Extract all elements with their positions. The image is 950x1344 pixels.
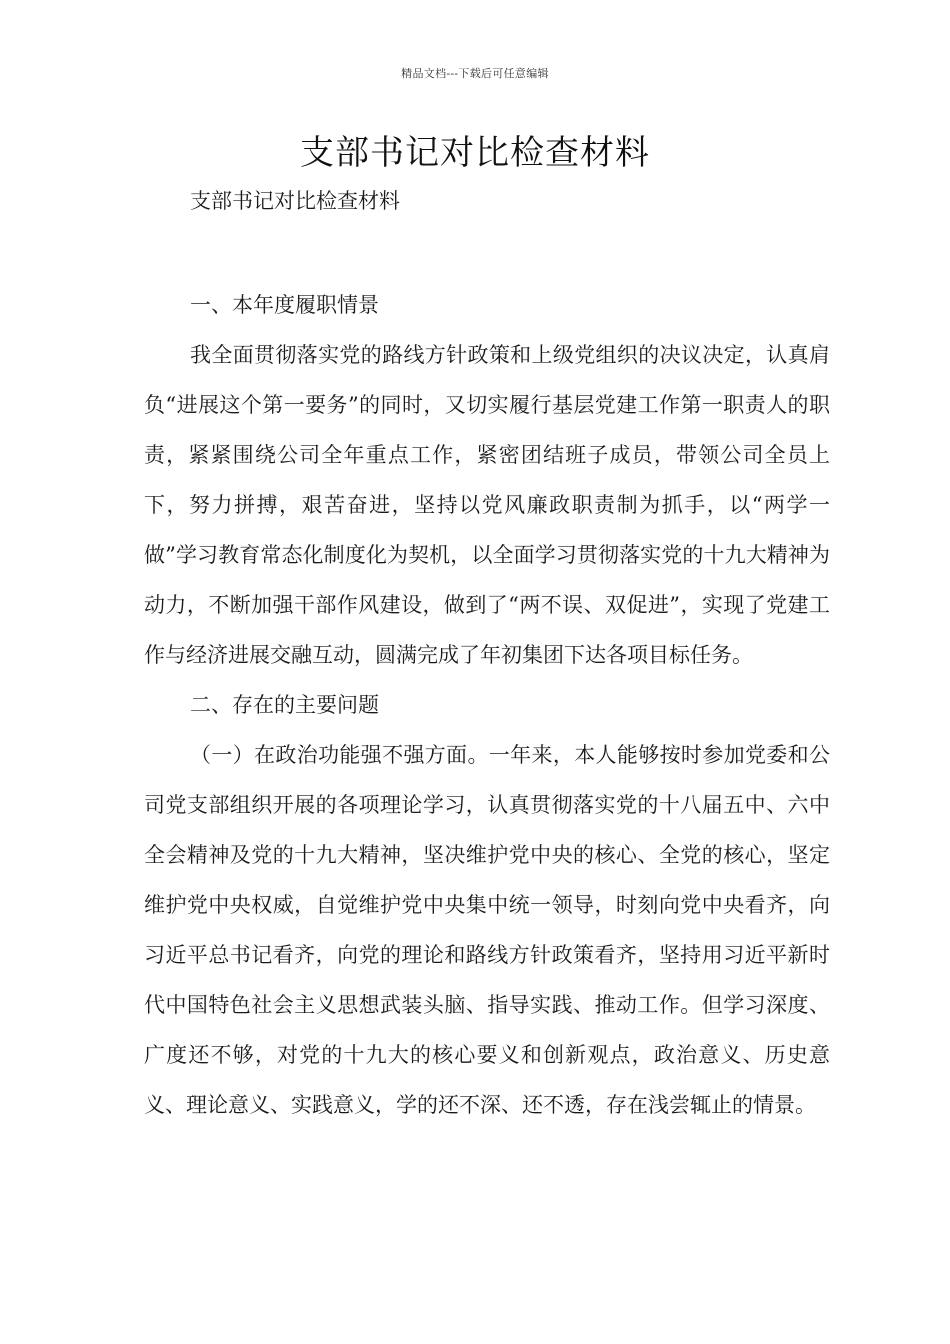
header-note: 精品文档---下载后可任意编辑 bbox=[401, 67, 549, 80]
body-paragraph-1: 我全面贯彻落实党的路线方针政策和上级党组织的决议决定，认真肩负“进展这个第一要务”的同时，又切实履行基层党建工作第一职责人的职责，紧紧围绕公司全年重点工作，紧密团结班子成员，带领公司全员上下，努力拼搏，艰苦奋进，坚持以党风廉政职责制为抓手，以“两学一做”学习教育常态化制度化为契机，以全面学习贯彻落实党的十九大精神为动力，不断加强干部作风建设，做到了“两不误、双促进”，实现了党建工作与经济进展交融互动，圆满完成了年初集团下达各项目标任务。 bbox=[144, 343, 830, 667]
section-heading-2: 二、存在的主要问题 bbox=[190, 693, 379, 717]
document-body bbox=[144, 280, 830, 1130]
section-heading-1: 一、本年度履职情景 bbox=[190, 293, 379, 317]
document-title: 支部书记对比检查材料 bbox=[300, 133, 650, 173]
document-subtitle: 支部书记对比检查材料 bbox=[190, 189, 400, 213]
body-paragraph-2: （一）在政治功能强不强方面。一年来，本人能够按时参加党委和公司党支部组织开展的各项理论学习，认真贯彻落实党的十八届五中、六中全会精神及党的十九大精神，坚决维护党中央的核心、全党的核心，坚定维护党中央权威，自觉维护党中央集中统一领导，时刻向党中央看齐，向习近平总书记看齐，向党的理论和路线方针政策看齐，坚持用习近平新时代中国特色社会主义思想武装头脑、指导实践、推动工作。但学习深度、广度还不够，对党的十九大的核心要义和创新观点，政治意义、历史意义、理论意义、实践意义，学的还不深、还不透，存在浅尝辄止的情景。 bbox=[144, 743, 830, 1117]
